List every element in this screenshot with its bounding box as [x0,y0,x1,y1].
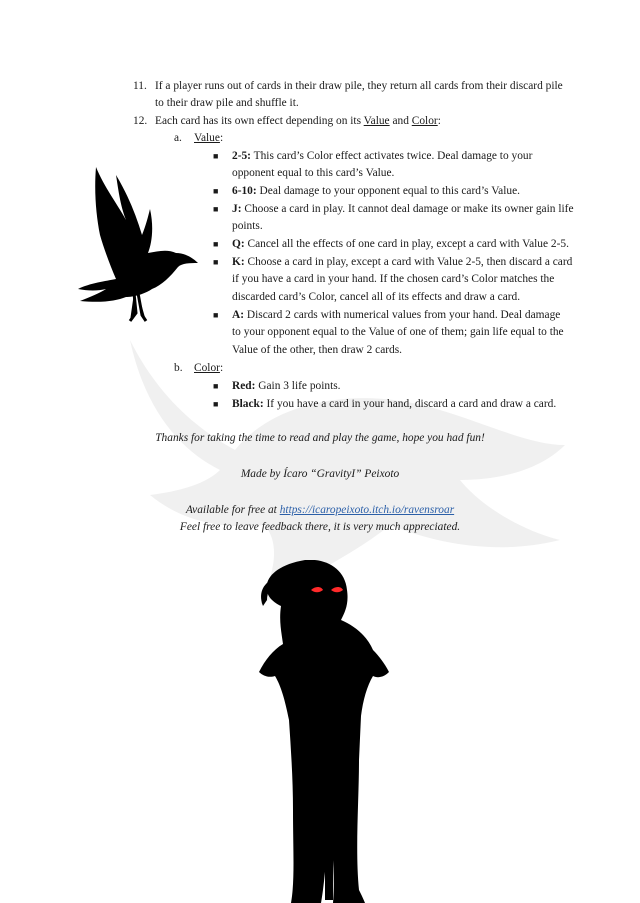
value-heading-text: Value [194,132,220,144]
bullet-a-cont-2: Value of the other, then draw 2 cards. [232,344,403,356]
bullet-text: Discard 2 cards with numerical values from your hand. Deal damage [244,309,561,321]
bullet-key: Black: [232,398,264,410]
thanks-message: Thanks for taking the time to read and play the game, hope you had fun! [155,432,485,444]
value-word: Value [363,115,390,127]
hooded-figure-silhouette-icon [255,560,395,903]
sublist-marker-a: a. [174,132,182,144]
color-word: Color [411,115,438,127]
bullet-text: This card’s Color effect activates twice. Deal damage to your [250,150,533,162]
bullet-text: Choose a card in play. It cannot deal damage or make its owner gain life [241,203,574,215]
availability-line [0,502,640,520]
bullet-red [232,378,341,396]
available-prefix: Available for free at [185,504,280,516]
bullet-key: K: [232,256,245,268]
feedback-line: Feel free to leave feedback there, it is very much appreciated. [179,521,461,533]
bullet-text: If you have a card in your hand, discard a card and draw a card. [263,398,557,410]
bullet-text: Deal damage to your opponent equal to this card’s Value. [256,185,520,197]
colon: : [219,132,224,144]
credit-line: Made by Ícaro “GravityI” Peixoto [240,468,400,480]
bullet-key: 6-10: [232,185,257,197]
bullet-text: Cancel all the effects of one card in play, except a card with Value 2-5. [244,238,569,250]
bullet-black [232,396,556,414]
bullet-k-cont-1: if you have a card in your hand. If the chosen card’s Color matches the [232,273,555,285]
rule-12-line [155,113,441,131]
bullet-a [232,307,560,325]
list-number-12: 12. [133,115,148,127]
value-heading [194,130,223,148]
bullet-square-icon: ■ [213,399,219,409]
rule-12-text: Each card has its own effect depending on its [155,115,364,127]
bullet-j [232,201,574,219]
list-number-11: 11. [133,80,147,92]
bullet-text: Choose a card in play, except a card with Value 2-5, then discard a card [244,256,573,268]
bullet-key: A: [232,309,245,321]
rule-11-line-1: If a player runs out of cards in their draw pile, they return all cards from their discard pile [155,80,563,92]
bullet-k-cont-2: discarded card’s Color, cancel all of its effects and draw a card. [232,291,521,303]
itch-io-link[interactable]: https://icaropeixoto.itch.io/ravensroar [279,504,455,516]
bullet-key: Red: [232,380,256,392]
bullet-2-5 [232,148,532,166]
raven-silhouette-icon [76,165,201,323]
bullet-q [232,236,569,254]
bullet-j-cont: points. [232,220,263,232]
bullet-square-icon: ■ [213,239,219,249]
color-heading [194,360,223,378]
bullet-6-10 [232,183,520,201]
bullet-square-icon: ■ [213,310,219,320]
bullet-square-icon: ■ [213,186,219,196]
rule-11-line-2: to their draw pile and shuffle it. [155,97,299,109]
bullet-key: J: [232,203,242,215]
bullet-a-cont-1: to your opponent equal to the Value of one of them; gain life equal to the [232,326,564,338]
colon: : [219,362,224,374]
bullet-square-icon: ■ [213,257,219,267]
colon: : [437,115,441,127]
bullet-2-5-cont: opponent equal to this card’s Value. [232,167,395,179]
and-word: and [389,115,412,127]
color-heading-text: Color [194,362,220,374]
bullet-key: 2-5: [232,150,251,162]
bullet-text: Gain 3 life points. [255,380,341,392]
bullet-k [232,254,572,272]
bullet-square-icon: ■ [213,204,219,214]
bullet-square-icon: ■ [213,151,219,161]
bullet-square-icon: ■ [213,381,219,391]
sublist-marker-b: b. [174,362,183,374]
bullet-key: Q: [232,238,245,250]
